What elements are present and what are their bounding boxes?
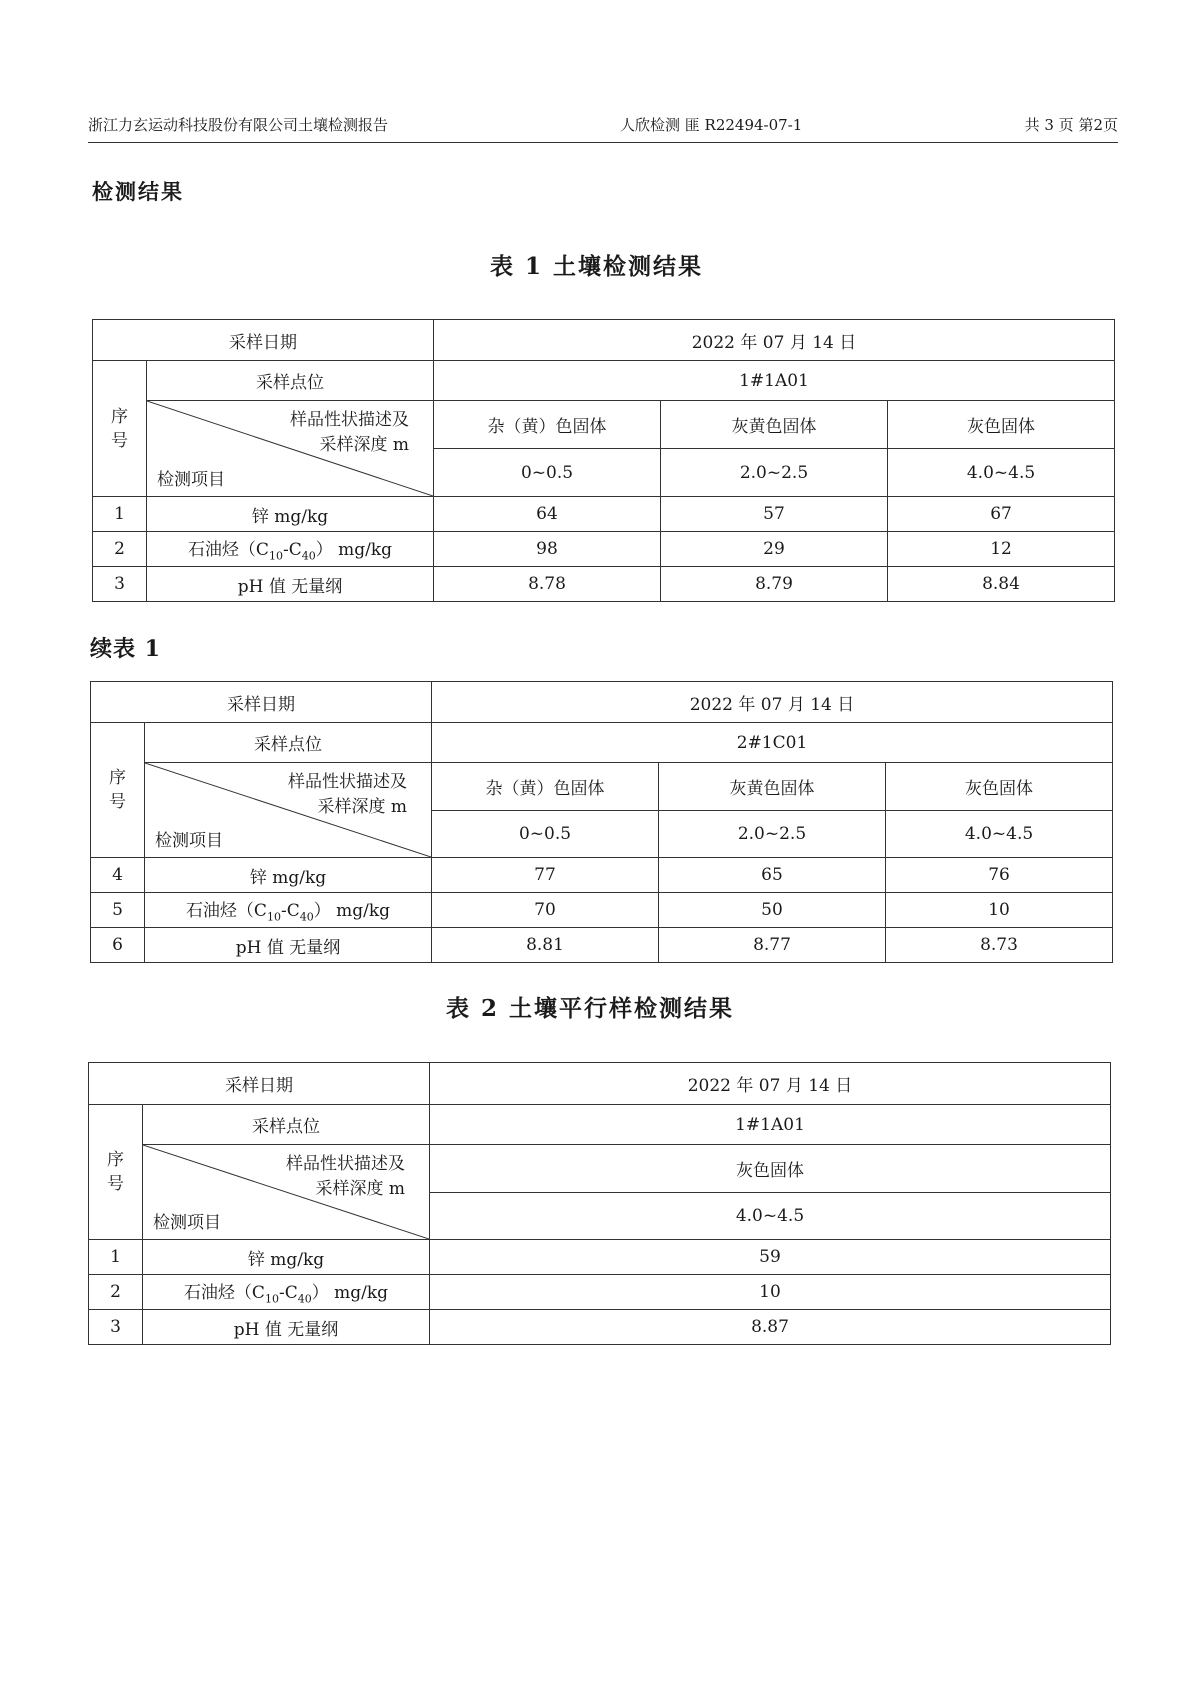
value-cell: 77 [432,858,659,893]
value-cell: 50 [659,893,886,928]
desc-label: 样品性状描述及 [288,772,407,792]
value-cell: 70 [432,893,659,928]
page-indicator: 共 3 页 第2页 [1024,116,1118,134]
sample-desc: 杂（黄）色固体 [434,401,661,449]
item-zinc: 锌 mg/kg [143,1240,430,1275]
table2 [88,1062,1111,1345]
seq-cell: 1 [89,1240,143,1275]
depth-label: 采样深度 m [319,435,409,455]
date-value: 2022 年 07 月 14 日 [434,320,1115,361]
item-ph: pH 值 无量纲 [147,567,434,602]
item-label: 检测项目 [155,831,223,851]
diagonal-header [145,763,432,858]
table2-caption: 表 2 土壤平行样检测结果 [446,995,735,1022]
desc-label: 样品性状描述及 [286,1154,405,1174]
sample-desc: 灰色固体 [888,401,1115,449]
point-label: 采样点位 [145,723,432,763]
sample-desc: 灰黄色固体 [661,401,888,449]
item-label: 检测项目 [153,1213,221,1233]
seq-cell: 5 [91,893,145,928]
value-cell: 64 [434,497,661,532]
item-tph: 石油烃$(C_{10}-C_{40})$ mg/kg [143,1275,430,1310]
sample-desc: 灰黄色固体 [659,763,886,811]
value-cell: 76 [886,858,1113,893]
value-cell: 8.78 [434,567,661,602]
item-tph: 石油烃$(C_{10}-C_{40})$ mg/kg [147,532,434,567]
sample-depth: 2.0~2.5 [659,811,886,858]
table-row [91,858,1113,893]
point-value: 1#1A01 [430,1105,1111,1145]
point-label: 采样点位 [147,361,434,401]
value-cell: 8.77 [659,928,886,963]
item-tph: 石油烃$(C_{10}-C_{40})$ mg/kg [145,893,432,928]
value-cell: 8.87 [430,1310,1111,1345]
table-row [89,1275,1111,1310]
seq-cell: 2 [93,532,147,567]
item-ph: pH 值 无量纲 [143,1310,430,1345]
table1 [92,319,1115,602]
depth-label: 采样深度 m [315,1179,405,1199]
item-zinc: 锌 mg/kg [147,497,434,532]
value-cell: 8.79 [661,567,888,602]
point-value: 1#1A01 [434,361,1115,401]
date-label: 采样日期 [91,682,432,723]
value-cell: 10 [886,893,1113,928]
value-cell: 59 [430,1240,1111,1275]
table-row [93,497,1115,532]
table-row [93,567,1115,602]
seq-cell: 3 [93,567,147,602]
date-value: 2022 年 07 月 14 日 [432,682,1113,723]
item-zinc: 锌 mg/kg [145,858,432,893]
section-title: 检测结果 [92,179,184,204]
item-label: 检测项目 [157,470,225,490]
table1-cont-caption: 续表 1 [90,636,161,662]
table1-caption: 表 1 土壤检测结果 [490,253,704,280]
sample-desc: 杂（黄）色固体 [432,763,659,811]
value-cell: 57 [661,497,888,532]
seq-cell: 2 [89,1275,143,1310]
sample-depth: 4.0~4.5 [430,1193,1111,1240]
sample-depth: 4.0~4.5 [886,811,1113,858]
sample-depth: 0~0.5 [434,449,661,497]
depth-label: 采样深度 m [317,797,407,817]
diagonal-header [143,1145,430,1240]
seq-header: 序 号 [93,361,147,497]
table1-continued [90,681,1113,963]
diagonal-header [147,401,434,497]
item-ph: pH 值 无量纲 [145,928,432,963]
page-header [88,112,1118,143]
sample-depth: 4.0~4.5 [888,449,1115,497]
point-value: 2#1C01 [432,723,1113,763]
value-cell: 29 [661,532,888,567]
seq-cell: 1 [93,497,147,532]
seq-cell: 3 [89,1310,143,1345]
value-cell: 8.73 [886,928,1113,963]
value-cell: 8.81 [432,928,659,963]
date-label: 采样日期 [89,1063,430,1105]
table-row [93,532,1115,567]
point-label: 采样点位 [143,1105,430,1145]
seq-cell: 4 [91,858,145,893]
value-cell: 10 [430,1275,1111,1310]
table-row [89,1240,1111,1275]
seq-cell: 6 [91,928,145,963]
table-row [89,1310,1111,1345]
desc-label: 样品性状描述及 [290,410,409,430]
sample-depth: 2.0~2.5 [661,449,888,497]
value-cell: 67 [888,497,1115,532]
sample-depth: 0~0.5 [432,811,659,858]
value-cell: 12 [888,532,1115,567]
table-row [91,893,1113,928]
value-cell: 8.84 [888,567,1115,602]
seq-header: 序 号 [89,1105,143,1240]
report-title: 浙江力玄运动科技股份有限公司土壤检测报告 [88,116,389,134]
date-value: 2022 年 07 月 14 日 [430,1063,1111,1105]
date-label: 采样日期 [93,320,434,361]
report-number: 人欣检测 匪 R22494-07-1 [620,116,803,134]
seq-header: 序 号 [91,723,145,858]
table-row [91,928,1113,963]
value-cell: 65 [659,858,886,893]
sample-desc: 灰色固体 [886,763,1113,811]
value-cell: 98 [434,532,661,567]
sample-desc: 灰色固体 [430,1145,1111,1193]
